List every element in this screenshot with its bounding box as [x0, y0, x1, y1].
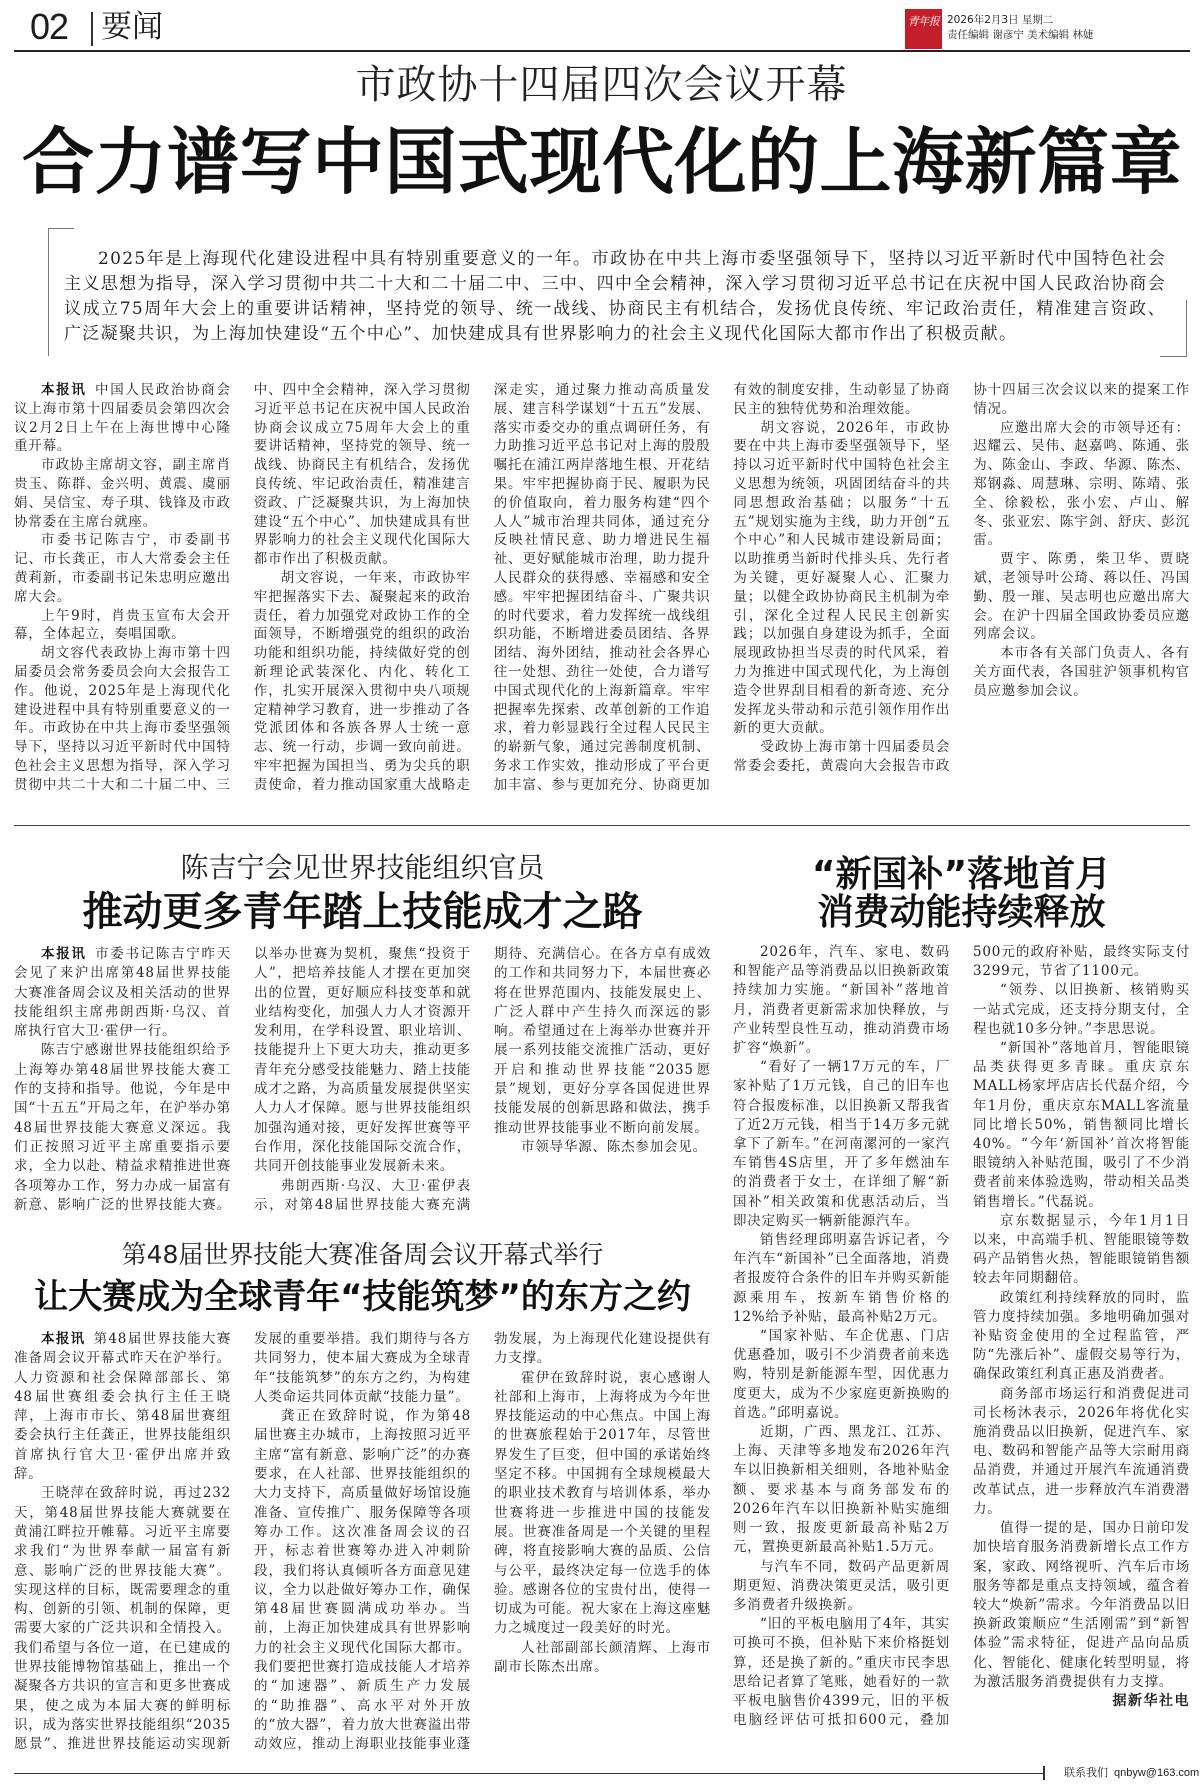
- paragraph: [14, 531, 231, 606]
- paragraph: [733, 1058, 950, 1231]
- news-source: 据新华社电: [1112, 1692, 1190, 1709]
- paragraph: [733, 1558, 950, 1616]
- paragraph-text: “旧的平板电脑用了4年，其实可换可不换，但补贴下来价格挺划算，还是换了新的。”重庆市民李思思给记者算了笔账，她看好的一款平板电脑售价4399元，旧的平板电脑经评估可抵扣600元，叠加500元的政府补贴，最终实际支付3299元，节省了1100元。: [733, 944, 1190, 1729]
- consumption-article-body: [733, 943, 1190, 1755]
- paragraph: [973, 419, 1190, 551]
- paragraph-text: “国家补贴、车企优惠、门店优惠叠加，吸引不少消费者前来选购，特别是新能源车型，因优惠力度更大，成为不少家庭更新换购的首选。”邱明嘉说。: [733, 1328, 950, 1421]
- dateline: 本报讯: [41, 946, 87, 962]
- intro-bracket-top: [48, 228, 74, 229]
- paragraph: [494, 1369, 711, 1639]
- logo-lettering: 青年报: [907, 15, 940, 28]
- newspaper-logo: [905, 9, 942, 49]
- contact-label: 联系我们: [1064, 1766, 1108, 1779]
- footer-tick: [1043, 1766, 1045, 1780]
- paragraph-text: 值得一提的是，国办日前印发加快培育服务消费新增长点工作方案，家政、网络视听、汽车后市场服务等都是重点支持领域，蕴含着较大“焕新”需求。今年消费品以旧换新政策顺应“生活刚需”到“新智体验”需求特征，促进产品向品质化、智能化、健康化转型明显，将为激活服务消费提供有力支撑。: [973, 1520, 1190, 1690]
- paragraph-text: 商务部市场运行和消费促进司司长杨沐表示，2026年将优化实施消费品以旧换新，促进汽车、家电、数码和智能产品等大宗耐用商品消费，并通过开展汽车流通消费改革试点，进一步释放汽车消费潜力。: [973, 1385, 1190, 1517]
- paragraph: [973, 1289, 1190, 1385]
- paragraph: [733, 1423, 950, 1557]
- paragraph: [14, 945, 231, 1041]
- paragraph-text: 人社部副部长颜清辉、上海市副市长陈杰出席。: [494, 1639, 711, 1676]
- dateline: 本报讯: [41, 382, 87, 398]
- lead-kicker: 市政协十四届四次会议开幕: [355, 62, 848, 108]
- paragraph-text: 龚正在致辞时说，作为第48届世赛主办城市，上海按照习近平主席“富有新意、影响广泛”的办赛要求，在人社部、世界技能组织的大力支持下，高质量做好场馆设施准备、宣传推广、服务保障等各项筹办工作。这次准备周会议的召开，标志着世赛筹办进入冲刺阶段，我们将认真倾听各方面意见建议，全力以赴做好筹办工作，确保第48届世赛圆满成功举办。当前，上海正加快建成具有世界影响力的社会主义现代化国际大都市。我们要把世赛打造成技能人才培养的“加速器”、新质生产力发展的“助推器”、高水平对外开放的“放大器”，着力放大世赛溢出带动效应，推动上海职业技能事业蓬勃发展，为上海现代化建设提供有力支撑。: [254, 1331, 711, 1753]
- paragraph-text: 应邀出席大会的市领导还有：迟耀云、吴伟、赵嘉鸣、陈通、张为、陈金山、李政、华源、陈杰、郑钢淼、周慧琳、宗明、陈靖、张全、徐毅松，张小宏、卢山、解冬、张亚宏、陈宇剑、舒庆、彭沉雷。: [973, 419, 1190, 549]
- paragraph-text: 市委书记陈吉宁，市委副书记、市长龚正，市人大常委会主任黄莉新，市委副书记朱忠明应邀出席大会。: [14, 532, 231, 605]
- issue-date: 2026年2月3日 星期二: [947, 14, 1054, 26]
- paragraph-text: 霍伊在致辞时说，衷心感谢人社部和上海市，上海将成为今年世界技能运动的中心焦点。中国上海的世赛旅程始于2017年，尽管世界发生了巨变，但中国的承诺始终坚定不移。中国拥有全球规模最大的职业技术教育与培训体系，举办世赛将进一步推进中国的技能发展。世赛准备周是一个关键的里程碑，将直接影响大赛的品质、公信与公平，最终决定每一位选手的体验。感谢各位的宝贵付出，使得一切成为可能。祝大家在上海这座魅力之城度过一段美好的时光。: [494, 1369, 711, 1637]
- opening-kicker: 第48届世界技能大赛准备周会议开幕式举行: [121, 1240, 604, 1269]
- paragraph-text: 第48届世界技能大赛准备周会议开幕式昨天在沪举行。人力资源和社会保障部部长、第48届世赛组委会执行主任王晓萍，上海市市长、第48届世赛组委会执行主任龚正，世界技能组织首席执行官大卫·霍伊出席并致辞。: [14, 1331, 231, 1483]
- paragraph-text: “新国补”落地首月，智能眼镜品类获得更多青睐。重庆京东MALL杨家坪店店长代磊介绍，今年1月份，重庆京东MALL客流量同比增长50%，销售额同比增长40%。“今年‘新国补’首次将智能眼镜纳入补贴范围，吸引了不少消费者前来体验选购，带动相关品类销售增长。”代磊说。: [973, 1040, 1190, 1210]
- paragraph: [733, 943, 950, 1058]
- paragraph-text: 市政协主席胡文容，副主席肖贵玉、陈群、金兴明、黄震、虞丽娟、吴信宝、寿子琪、钱锋及市政协常委在主席台就座。: [14, 457, 231, 530]
- consumption-headline-line-1: “新国补”落地首月: [811, 854, 1112, 895]
- editor-credits: 责任编辑 谢彦宁 美术编辑 林婕: [947, 29, 1094, 41]
- lead-article-body: [14, 381, 1190, 795]
- paragraph-text: 政策红利持续释放的同时，监管力度持续加强。多地明确加强对补贴资金使用的全过程监管，严防“先涨后补”、虚假交易等行为，确保政策红利真正惠及消费者。: [973, 1289, 1190, 1383]
- lead-headline: 合力谱写中国式现代化的上海新篇章: [21, 120, 1182, 204]
- paragraph: [973, 1039, 1190, 1212]
- paragraph: [973, 1212, 1190, 1289]
- lead-intro: 2025年是上海现代化建设进程中具有特别重要意义的一年。市政协在中共上海市委坚强领导下，坚持以习近平新时代中国特色社会主义思想为指导，深入学习贯彻中共二十大和二十届二中、三中、四中全会精神，深入学习贯彻习近平总书记在庆祝中国人民政治协商会议成立75周年大会上的重要讲话精神，坚持党的领导、统一战线、协商民主有机结合，发扬优良传统、牢记政治责任，精准建言资政、广泛凝聚共识，为上海加快建设“五个中心”、加快建成具有世界影响力的社会主义现代化国际大都市作出了积极贡献。: [64, 249, 1166, 344]
- opening-article-body: [14, 1330, 711, 1757]
- paragraph-text: 2026年，汽车、家电、数码和智能产品等消费品以旧换新政策持续加力实施。“新国补”落地首月，消费者更新需求加快释放，与产业转型良性互动，推动消费市场扩容“焕新”。: [733, 944, 950, 1057]
- paragraph: [14, 607, 231, 645]
- header-rule: [14, 50, 1190, 52]
- paragraph-text: 受政协上海市第十四届委员会常委会委托，黄震向大会报告市政协十四届三次会议以来的提案工作情况。: [733, 382, 1190, 774]
- dateline: 本报讯: [41, 1331, 86, 1347]
- opening-headline: 让大赛成为全球青年“技能筑梦”的东方之约: [34, 1277, 691, 1317]
- paragraph-text: 市领导华源、陈杰参加会见。: [521, 1138, 707, 1155]
- section-separator: [14, 825, 1190, 826]
- paragraph-text: 胡文容说，一年来，市政协牢牢把握落实下去、凝聚起来的政治责任，着力加强党对政协工作的全面领导，不断增强党的组织的政治功能和组织功能，持续做好党的创新理论武装深化、内化、转化工作，扎实开展深入贯彻中央八项规定精神学习教育，进一步推动了各党派团体和各族各界人士统一意志、统一行动，步调一致向前进。牢牢把握为国担当、勇为尖兵的职责使命，着力推动国家重大战略走深走实，通过聚力推动高质量发展、建言科学谋划“十五五”发展、落实市委交办的重点调研任务，有力助推习近平总书记对上海的殷殷嘱托在浦江两岸落地生根、开花结果。牢牢把握协商于民、履职为民的价值取向，着力服务构建“四个人人”城市治理共同体，通过充分反映社情民意、助力增进民生福祉、更好赋能城市治理，助力提升人民群众的获得感、幸福感和安全感。牢牢把握团结奋斗、广聚共识的时代要求，着力发挥统一战线组织功能，不断增进委员团结、各界团结、海外团结，推动社会各界心往一处想、劲往一处使，合力谱写中国式现代化的上海新篇章。牢牢把握率先探索、改革创新的工作追求，着力彰显践行全过程人民民主的崭新气象，通过完善制度机制、务求工作实效，推动形成了平台更加丰富、参与更加充分、协商更加有效的制度安排，生动彰显了协商民主的独特优势和治理效能。: [253, 382, 951, 793]
- paragraph: [973, 1385, 1190, 1519]
- paragraph-text: 京东数据显示，今年1月1日以来，中高端手机、智能眼镜等数码产品销售火热，智能眼镜销售额较去年同期翻倍。: [973, 1212, 1190, 1287]
- paragraph-text: 销售经理邱明嘉告诉记者，今年汽车“新国补”已全面落地，消费者报废符合条件的旧车并购买新能源乘用车，按新车销售价格的12%给予补贴，最高补贴2万元。: [733, 1232, 950, 1325]
- paragraph: [733, 419, 950, 739]
- intro-bracket-bottom: [1160, 356, 1187, 357]
- paragraph: [494, 1138, 711, 1157]
- paragraph-text: 王晓萍在致辞时说，再过232天，第48届世界技能大赛就要在黄浦江畔拉开帷幕。习近平主席要求我们“为世界奉献一届富有新意、影响广泛的世界技能大赛”。实现这样的目标，既需要理念的重构、创新的引领、机制的保障，更需要大家的广泛共识和全情投入。我们希望与各位一道，在已建成的世界技能博物馆基础上，推出一个凝聚各方共识的宣言和更多世赛成果，使之成为本届大赛的鲜明标识，成为落实世界技能组织“2035愿景”、推进世界技能运动实现新发展的重要举措。我们期待与各方共同努力，使本届大赛成为全球青年“技能筑梦”的东方之约，为构建人类命运共同体贡献“技能力量”。: [14, 1331, 471, 1753]
- paragraph-text: “领券、以旧换新、核销购买一站式完成，还支持分期支付，全程也就10多分钟。”李思思说。: [973, 982, 1190, 1037]
- paragraph-text: 胡文容代表政协上海市第十四届委员会常务委员会向大会报告工作。他说，2025年是上海现代化建设进程中具有特别重要意义的一年。市政协在中共上海市委坚强领导下，坚持以习近平新时代中国特色社会主义思想为指导，深入学习贯彻中共二十大和二十届二中、三中、四中全会精神，深入学习贯彻习近平总书记在庆祝中国人民政治协商会议成立75周年大会上的重要讲话精神，坚持党的领导、统一战线、协商民主有机结合，发扬优良传统、牢记政治责任，精准建言资政、广泛凝聚共识，为上海加快建设“五个中心”、加快建成具有世界影响力的社会主义现代化国际大都市作出了积极贡献。: [14, 382, 471, 793]
- intro-bracket-left: [48, 228, 49, 356]
- paragraph: [494, 1639, 711, 1678]
- contact-email-link[interactable]: qnbyw@163.com: [1114, 1767, 1200, 1779]
- consumption-headline-line-2: 消费动能持续释放: [817, 892, 1106, 933]
- section-title: 要闻: [101, 9, 163, 45]
- paragraph-text: 上午9时，肖贵玉宣布大会开幕，全体起立，奏唱国歌。: [14, 607, 231, 643]
- paragraph-text: 弗朗西斯·乌汉、大卫·霍伊表示，对第48届世界技能大赛充满期待、充满信心。在各方卓有成效的工作和共同努力下，本届世赛必将在世界范围内、技能发展史上、广泛人群中产生持久而深远的影响。希望通过在上海举办世赛并开展一系列技能交流推广活动，更好开启和推动世界技能“2035愿景”规划，更好分享各国促进世界技能发展的创新思路和做法，携手推动世界技能事业不断向前发展。: [254, 946, 711, 1213]
- paragraph: [973, 981, 1190, 1039]
- skills-headline: 推动更多青年踏上技能成才之路: [82, 889, 643, 935]
- paragraph-text: 近期，广西、黑龙江、江苏、上海、天津等多地发布2026年汽车以旧换新相关细则，各地补贴金额、要求基本与商务部发布的2026年汽车以旧换新补贴实施细则一致，报废更新最高补贴2万元，置换更新最高补贴1.5万元。: [733, 1424, 950, 1556]
- paragraph: [973, 644, 1190, 700]
- paragraph: [973, 550, 1190, 644]
- footer-contact: [1064, 1766, 1199, 1780]
- skills-kicker: 陈吉宁会见世界技能组织官员: [180, 851, 545, 884]
- paragraph-text: 本市各有关部门负责人、各有关方面代表，各国驻沪领事机构官员应邀参加会议。: [973, 645, 1190, 699]
- paragraph-text: 陈吉宁感谢世界技能组织给予上海筹办第48届世界技能大赛工作的支持和指导。他说，今年是中国“十五五”开局之年，在沪举办第48届世界技能大赛意义深远。我们正按照习近平主席重要指示要求，全力以赴、精益求精推进世赛各项筹办工作，努力办成一届富有新意、影响广泛的世界技能大赛。以举办世赛为契机，聚焦“投资于人”，把培养技能人才摆在更加突出的位置，更好顺应科技变革和就业结构变化，加强人力人才资源开发利用，在学科设置、职业培训、技能提升上下更大功夫，推动更多青年充分感受技能魅力、踏上技能成才之路，为高质量发展提供坚实人力人才保障。愿与世界技能组织加强沟通对接，更好发挥世赛等平台作用，深化技能国际交流合作，共同开创技能事业发展新未来。: [14, 946, 471, 1213]
- paragraph-text: 胡文容说，2026年，市政协要在中共上海市委坚强领导下，坚持以习近平新时代中国特色社会主义思想为统领，巩固团结奋斗的共同思想政治基础；以服务“十五五”规划实施为主线，助力开创“五个中心”和人民城市建设新局面；以助推勇当新时代排头兵、先行者为关键，更好凝聚人心、汇聚力量；以健全政协协商民主机制为牵引，深化全过程人民民主创新实践；以加强自身建设为抓手，全面展现政协担当尽责的时代风采，着力为推进中国式现代化，为上海创造令世界刮目相看的新奇迹、充分发挥龙头带动和示范引领作用作出新的更大贡献。: [733, 419, 951, 737]
- paragraph-text: 市委书记陈吉宁昨天会见了来沪出席第48届世界技能大赛准备周会议及相关活动的世界技能组织主席弗朗西斯·乌汉、首席执行官大卫·霍伊一行。: [14, 946, 231, 1040]
- masthead-info: [947, 13, 1094, 43]
- paragraph: [14, 456, 231, 531]
- paragraph: [733, 1327, 950, 1423]
- paragraph-text: 中国人民政治协商会议上海市第十四届委员会第四次会议2月2日上午在上海世博中心隆重开幕。: [14, 382, 231, 455]
- paragraph: [733, 1231, 950, 1327]
- footer-rule: [14, 1773, 1043, 1774]
- paragraph: [14, 1330, 231, 1484]
- paragraph-text: 贾宇、陈勇，柴卫华、贾晓斌，老领导叶公琦、蒋以任、冯国勤、殷一璀、吴志明也应邀出席大会。在沪十四届全国政协委员应邀列席会议。: [973, 551, 1190, 643]
- header-divider: [91, 12, 93, 46]
- intro-bracket-right: [1186, 300, 1187, 356]
- page-number: 02: [30, 6, 69, 47]
- skills-article-body: [14, 945, 711, 1217]
- paragraph: [14, 381, 231, 456]
- paragraph-text: 与汽车不同，数码产品更新周期更短、消费决策更灵活，吸引更多消费者升级换新。: [733, 1558, 950, 1613]
- paragraph: [973, 1519, 1190, 1692]
- paragraph-text: “看好了一辆17万元的车，厂家补贴了1万元钱，自己的旧车也符合报废标准，以旧换新又帮我省了近2万元钱，相当于14万多元就拿下了新车。”在河南漯河的一家汽车销售4S店里，开了多年燃油车的消费者于女士，在详细了解“新国补”相关政策和优惠活动后，当即决定购买一辆新能源汽车。: [733, 1059, 950, 1229]
- consumption-headline: [733, 856, 1190, 932]
